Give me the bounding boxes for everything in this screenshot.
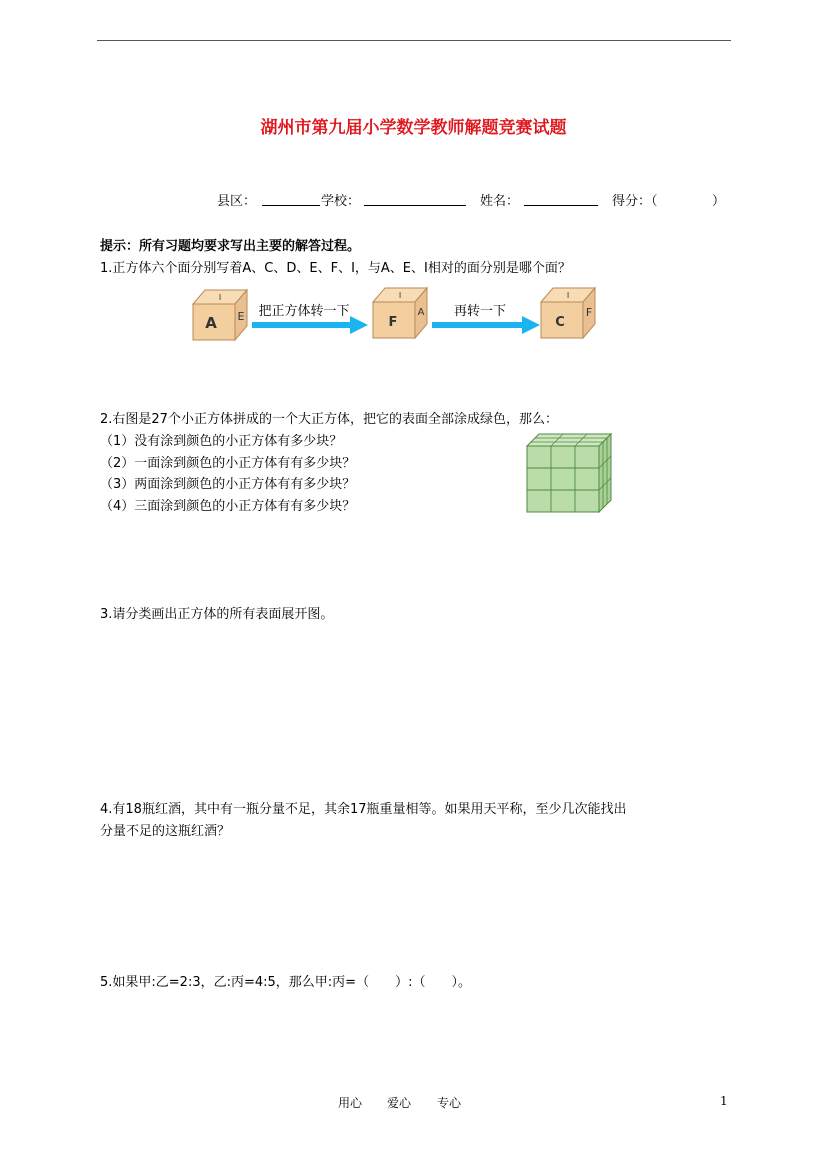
county-label: 县区： — [217, 194, 257, 209]
header-rule — [97, 40, 731, 41]
footer-text-2: 爱心 — [387, 1096, 412, 1110]
name-label: 姓名： — [480, 194, 520, 209]
cube-2-front: F — [388, 315, 398, 330]
arrow-1 — [252, 303, 368, 334]
hint-text: 提示：所有习题均要求写出主要的解答过程。 — [100, 239, 361, 254]
cube-2 — [373, 288, 427, 338]
question-4-line-1: 4.有18瓶红酒，其中有一瓶分量不足，其余17瓶重量相等。如果用天平称，至少几次能找出 — [100, 802, 627, 817]
cube-2-side: A — [417, 307, 425, 318]
question-4-line-2: 分量不足的这瓶红酒？ — [100, 824, 231, 839]
question-3: 3.请分类画出正方体的所有表面展开图。 — [100, 607, 334, 622]
county-blank[interactable] — [262, 191, 320, 206]
cube-1-top: I — [218, 293, 222, 302]
cube-rotation-figure — [190, 284, 610, 344]
arrow-2-label: 再转一下 — [453, 304, 507, 319]
cube-3-side: F — [585, 306, 593, 319]
footer-text-1: 用心 — [338, 1096, 363, 1110]
question-2-sub-4: （4）三面涂到颜色的小正方体有有多少块？ — [100, 499, 356, 514]
footer-text-3: 专心 — [437, 1096, 462, 1110]
question-5: 5.如果甲:乙=2:3，乙:丙=4:5，那么甲:丙=（ ）:（ ）。 — [100, 975, 471, 990]
cube-1 — [193, 290, 247, 340]
cube-1-front: A — [205, 314, 217, 332]
score-label: 得分：（ — [612, 194, 658, 209]
question-2-sub-2: （2）一面涂到颜色的小正方体有有多少块？ — [100, 456, 356, 471]
cube-3-front: C — [555, 315, 565, 330]
name-blank[interactable] — [524, 191, 598, 206]
arrow-2 — [432, 304, 540, 334]
score-close: ） — [712, 194, 726, 209]
cube-2-top: I — [398, 291, 402, 300]
rubik-cube-figure — [524, 432, 614, 516]
question-1: 1.正方体六个面分别写着A、C、D、E、F、I，与A、E、I相对的面分别是哪个面？ — [100, 261, 571, 276]
school-label: 学校： — [321, 194, 361, 209]
cube-3 — [541, 288, 595, 338]
question-2-sub-3: （3）两面涂到颜色的小正方体有有多少块？ — [100, 477, 356, 492]
arrow-1-label: 把正方体转一下 — [258, 304, 350, 319]
page-number: 1 — [720, 1094, 728, 1108]
cube-3-top: I — [566, 291, 570, 300]
question-2-sub-1: （1）没有涂到颜色的小正方体有多少块？ — [100, 434, 343, 449]
school-blank[interactable] — [364, 191, 466, 206]
cube-1-side: E — [237, 310, 245, 323]
question-2: 2.右图是27个小正方体拼成的一个大正方体，把它的表面全部涂成绿色，那么： — [100, 412, 558, 427]
page-title: 湖州市第九届小学数学教师解题竞赛试题 — [260, 118, 567, 138]
